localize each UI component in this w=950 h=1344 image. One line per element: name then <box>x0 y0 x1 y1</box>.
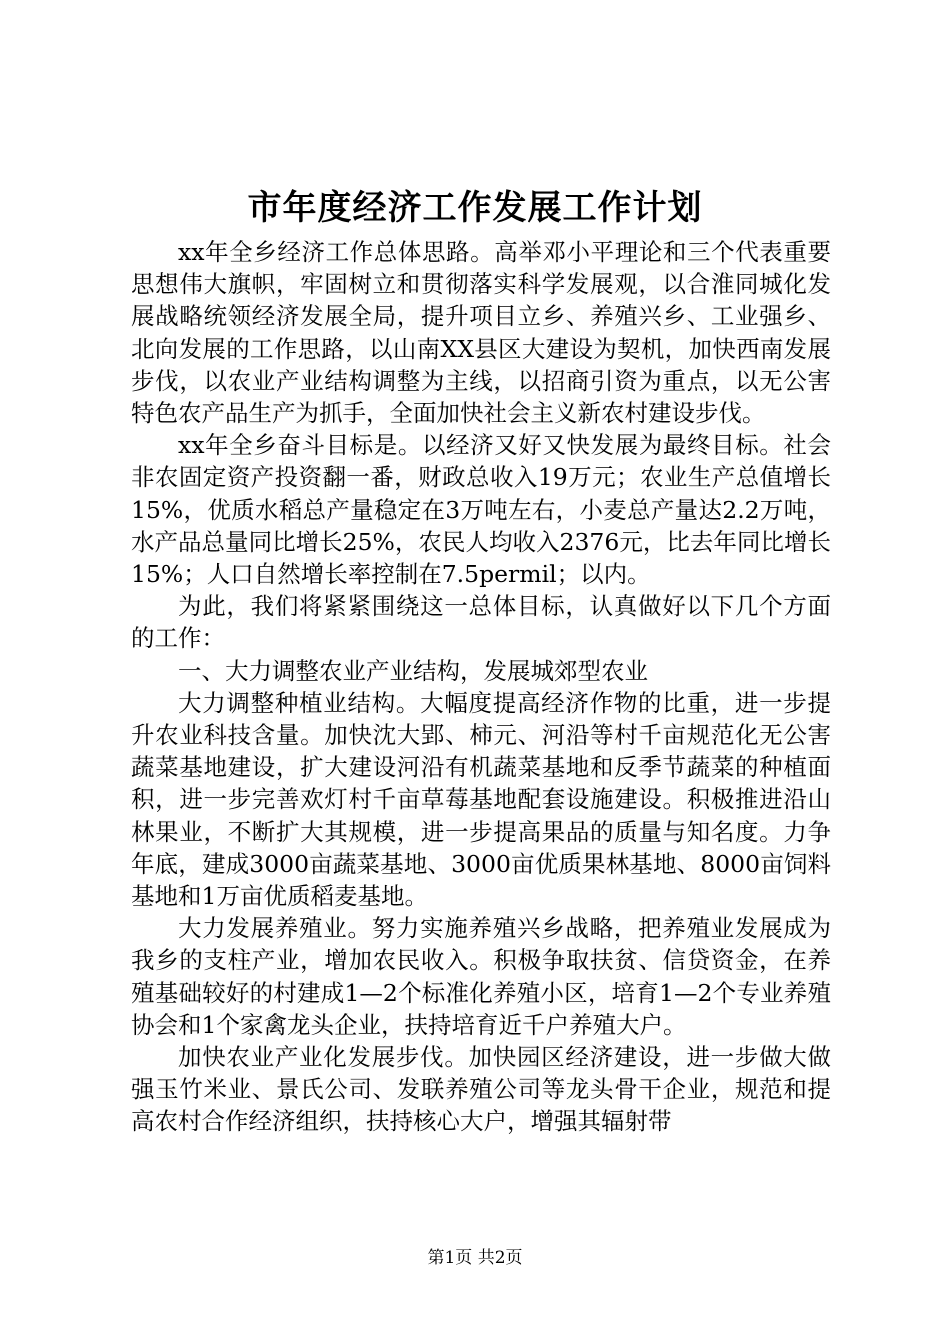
paragraph-overall-approach: xx年全乡经济工作总体思路。高举邓小平理论和三个代表重要思想伟大旗帜，牢固树立和贯彻落实科学发展观，以合淮同城化发展战略统领经济发展全局，提升项目立乡、养殖兴乡、工业强乡、北向发展的工作思路，以山南XX县区大建设为契机，加快西南发展步伐，以农业产业结构调整为主线，以招商引资为重点，以无公害特色农产品生产为抓手，全面加快社会主义新农村建设步伐。 <box>131 238 831 428</box>
paragraph-industrialization: 加快农业产业化发展步伐。加快园区经济建设，进一步做大做强玉竹米业、景氏公司、发联养殖公司等龙头骨干企业，规范和提高农村合作经济组织，扶持核心大户，增强其辐射带 <box>131 1043 831 1136</box>
paragraph-annual-goals: xx年全乡奋斗目标是。以经济又好又快发展为最终目标。社会非农固定资产投资翻一番，财政总收入19万元；农业生产总值增长15%，优质水稻总产量稳定在3万吨左右，小麦总产量达2.2万吨，水产品总量同比增长25%，农民人均收入2376元，比去年同比增长15%；人口自然增长率控制在7.5permil；以内。 <box>131 431 831 589</box>
section-heading-agriculture: 一、大力调整农业产业结构，发展城郊型农业 <box>178 656 648 685</box>
paragraph-planting-structure: 大力调整种植业结构。大幅度提高经济作物的比重，进一步提升农业科技含量。加快沈大郢、柿元、河沿等村千亩规范化无公害蔬菜基地建设，扩大建设河沿有机蔬菜基地和反季节蔬菜的种植面积，进一步完善欢灯村千亩草莓基地配套设施建设。积极推进沿山林果业，不断扩大其规模，进一步提高果品的质量与知名度。力争年底，建成3000亩蔬菜基地、3000亩优质果林基地、8000亩饲料基地和1万亩优质稻麦基地。 <box>131 688 831 911</box>
paragraph-work-intro: 为此，我们将紧紧围绕这一总体目标，认真做好以下几个方面的工作： <box>131 592 831 653</box>
page-number-footer: 第1页 共2页 <box>427 1248 523 1268</box>
paragraph-breeding-industry: 大力发展养殖业。努力实施养殖兴乡战略，把养殖业发展成为我乡的支柱产业，增加农民收入。积极争取扶贫、信贷资金，在养殖基础较好的村建成1—2个标准化养殖小区，培育1—2个专业养殖协会和1个家禽龙头企业，扶持培育近千户养殖大户。 <box>131 914 831 1039</box>
document-body <box>131 236 831 1138</box>
document-title: 市年度经济工作发展工作计划 <box>247 188 703 228</box>
